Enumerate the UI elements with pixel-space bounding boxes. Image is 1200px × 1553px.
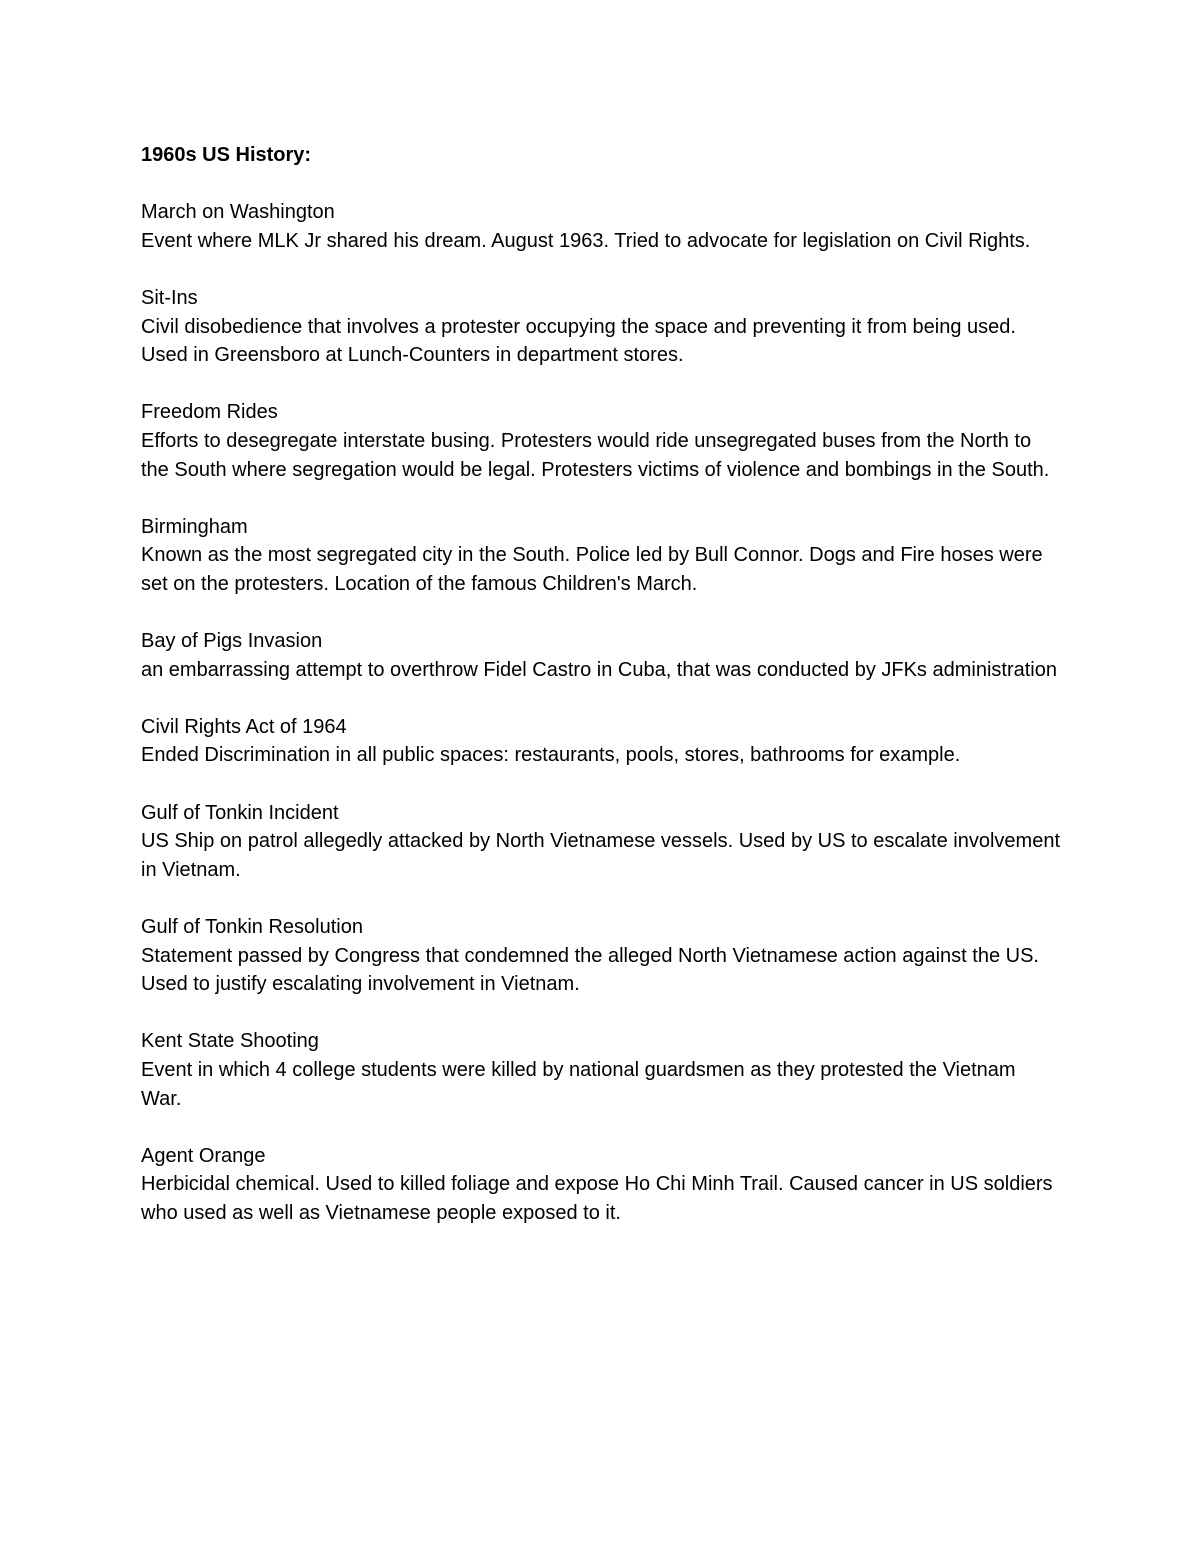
entry-definition: Ended Discrimination in all public spaces: restaurants, pools, stores, bathrooms for example. bbox=[141, 744, 961, 767]
entry-definition: Herbicidal chemical. Used to killed foliage and expose Ho Chi Minh Trail. Caused cancer in US soldiers who used as well as Vietnamese people exposed to it. bbox=[141, 1173, 1053, 1224]
entry-march-on-washington bbox=[141, 198, 1061, 255]
entry-term: Gulf of Tonkin Incident bbox=[141, 801, 339, 824]
entry-gulf-of-tonkin-resolution bbox=[141, 913, 1061, 999]
entry-definition: Event in which 4 college students were killed by national guardsmen as they protested the Vietnam War. bbox=[141, 1059, 1016, 1110]
entry-term: Civil Rights Act of 1964 bbox=[141, 715, 347, 738]
entry-term: March on Washington bbox=[141, 201, 335, 224]
entry-term: Freedom Rides bbox=[141, 401, 278, 424]
entry-civil-rights-act bbox=[141, 713, 1061, 770]
entry-sit-ins bbox=[141, 284, 1061, 370]
entry-definition: Statement passed by Congress that condemned the alleged North Vietnamese action against the US. Used to justify escalating involvement in Vietnam. bbox=[141, 944, 1039, 996]
document-page bbox=[141, 141, 1061, 1256]
entry-kent-state bbox=[141, 1027, 1061, 1113]
entry-definition: Civil disobedience that involves a protester occupying the space and preventing it from being used. Used in Greensboro at Lunch-Counters in department stores. bbox=[141, 315, 1016, 367]
entry-term: Kent State Shooting bbox=[141, 1030, 319, 1053]
entry-freedom-rides bbox=[141, 398, 1061, 484]
entry-definition: an embarrassing attempt to overthrow Fidel Castro in Cuba, that was conducted by JFKs administration bbox=[141, 658, 1057, 681]
entry-term: Agent Orange bbox=[141, 1144, 266, 1167]
entry-definition: US Ship on patrol allegedly attacked by North Vietnamese vessels. Used by US to escalate involvement in Vietnam. bbox=[141, 830, 1061, 881]
entry-term: Birmingham bbox=[141, 515, 248, 538]
entry-definition: Event where MLK Jr shared his dream. August 1963. Tried to advocate for legislation on Civil Rights. bbox=[141, 229, 1031, 252]
entry-birmingham bbox=[141, 513, 1061, 599]
entry-definition: Efforts to desegregate interstate busing. Protesters would ride unsegregated buses from the North to the South where segregation would be legal. Protesters victims of violence and bombings in the South. bbox=[141, 429, 1050, 481]
document-title: 1960s US History: bbox=[141, 144, 312, 166]
entry-bay-of-pigs bbox=[141, 627, 1061, 684]
entry-agent-orange bbox=[141, 1142, 1061, 1228]
entry-term: Gulf of Tonkin Resolution bbox=[141, 916, 363, 939]
entry-gulf-of-tonkin-incident bbox=[141, 799, 1061, 885]
entry-term: Bay of Pigs Invasion bbox=[141, 630, 323, 653]
entry-definition: Known as the most segregated city in the South. Police led by Bull Connor. Dogs and Fire hoses were set on the protesters. Location of the famous Children's March. bbox=[141, 544, 1043, 595]
entry-term: Sit-Ins bbox=[141, 286, 198, 309]
